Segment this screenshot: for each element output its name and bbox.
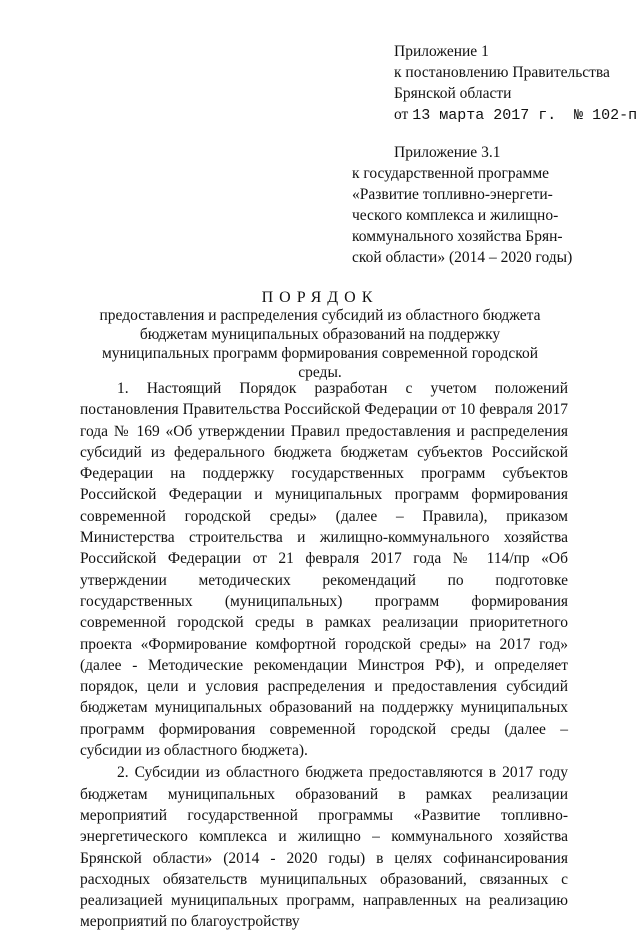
- appendix-3-1-title: Приложение 3.1: [394, 144, 501, 161]
- decree-number: № 102-п: [574, 107, 638, 124]
- appendix-3-1-line-6: ской области» (2014 – 2020 годы): [352, 249, 573, 266]
- appendix-3-1-line-4: ческого комплекса и жилищно-: [352, 207, 559, 224]
- appendix-1-date-line: [394, 104, 640, 126]
- appendix-1-header: [394, 41, 640, 126]
- document-subtitle: предоставления и распределения субсидий из областного бюджета бюджетам муниципальных образований на поддержку муниципальных программ формирования современной городской среды.: [99, 307, 541, 381]
- decree-date: 13 марта 2017 г.: [412, 107, 557, 124]
- appendix-3-1-line-5: коммунального хозяйства Брян-: [352, 228, 563, 245]
- date-prefix: от: [394, 106, 409, 123]
- paragraph-2: 2. Субсидии из областного бюджета предоставляются в 2017 году бюджетам муниципальных образований в рамках реализации мероприятий государственной программы «Развитие топливно-энергетического комплекса и жилищно – коммунального хозяйства Брянской области» (2014 - 2020 годы) в целях софинансирования расходных обязательств муниципальных образований, связанных с реализацией муниципальных программ, направленных на реализацию мероприятий по благоустройству: [80, 764, 568, 931]
- appendix-1-reference: к постановлению Правительства: [394, 64, 610, 81]
- appendix-3-1-line-2: к государственной программе: [352, 165, 550, 182]
- document-body: [80, 378, 568, 933]
- appendix-3-1-line-3: «Развитие топливно-энергети-: [352, 186, 553, 203]
- appendix-1-title: Приложение 1: [394, 43, 489, 60]
- paragraph-1: 1. Настоящий Порядок разработан с учетом положений постановления Правительства Российской Федерации от 10 февраля 2017 года № 169 «Об утверждении Правил предоставления и распределения субсидий из федерального бюджета бюджетам субъектов Российской Федерации на поддержку государственных программ субъектов Российской Федерации и муниципальных программ формирования современной городской среды» (далее – Правила), приказом Министерства строительства и жилищно-коммунального хозяйства Российской Федерации от 21 февраля 2017 года № 114/пр «Об утверждении методических рекомендаций по подготовке государственных (муниципальных) программ формирования современной городской среды в рамках реализации приоритетного проекта «Формирование комфортной городской среды» на 2017 год» (далее - Методические рекомендации Минстроя РФ), и определяет порядок, цели и условия распределения и предоставления субсидий бюджетам муниципальных образований на поддержку муниципальных программ формирования современной городской среды (далее – субсидии из областного бюджета).: [80, 380, 568, 760]
- document-title: ПОРЯДОК: [261, 289, 379, 306]
- appendix-3-1-header: [352, 142, 602, 268]
- appendix-1-region: Брянской области: [394, 85, 512, 102]
